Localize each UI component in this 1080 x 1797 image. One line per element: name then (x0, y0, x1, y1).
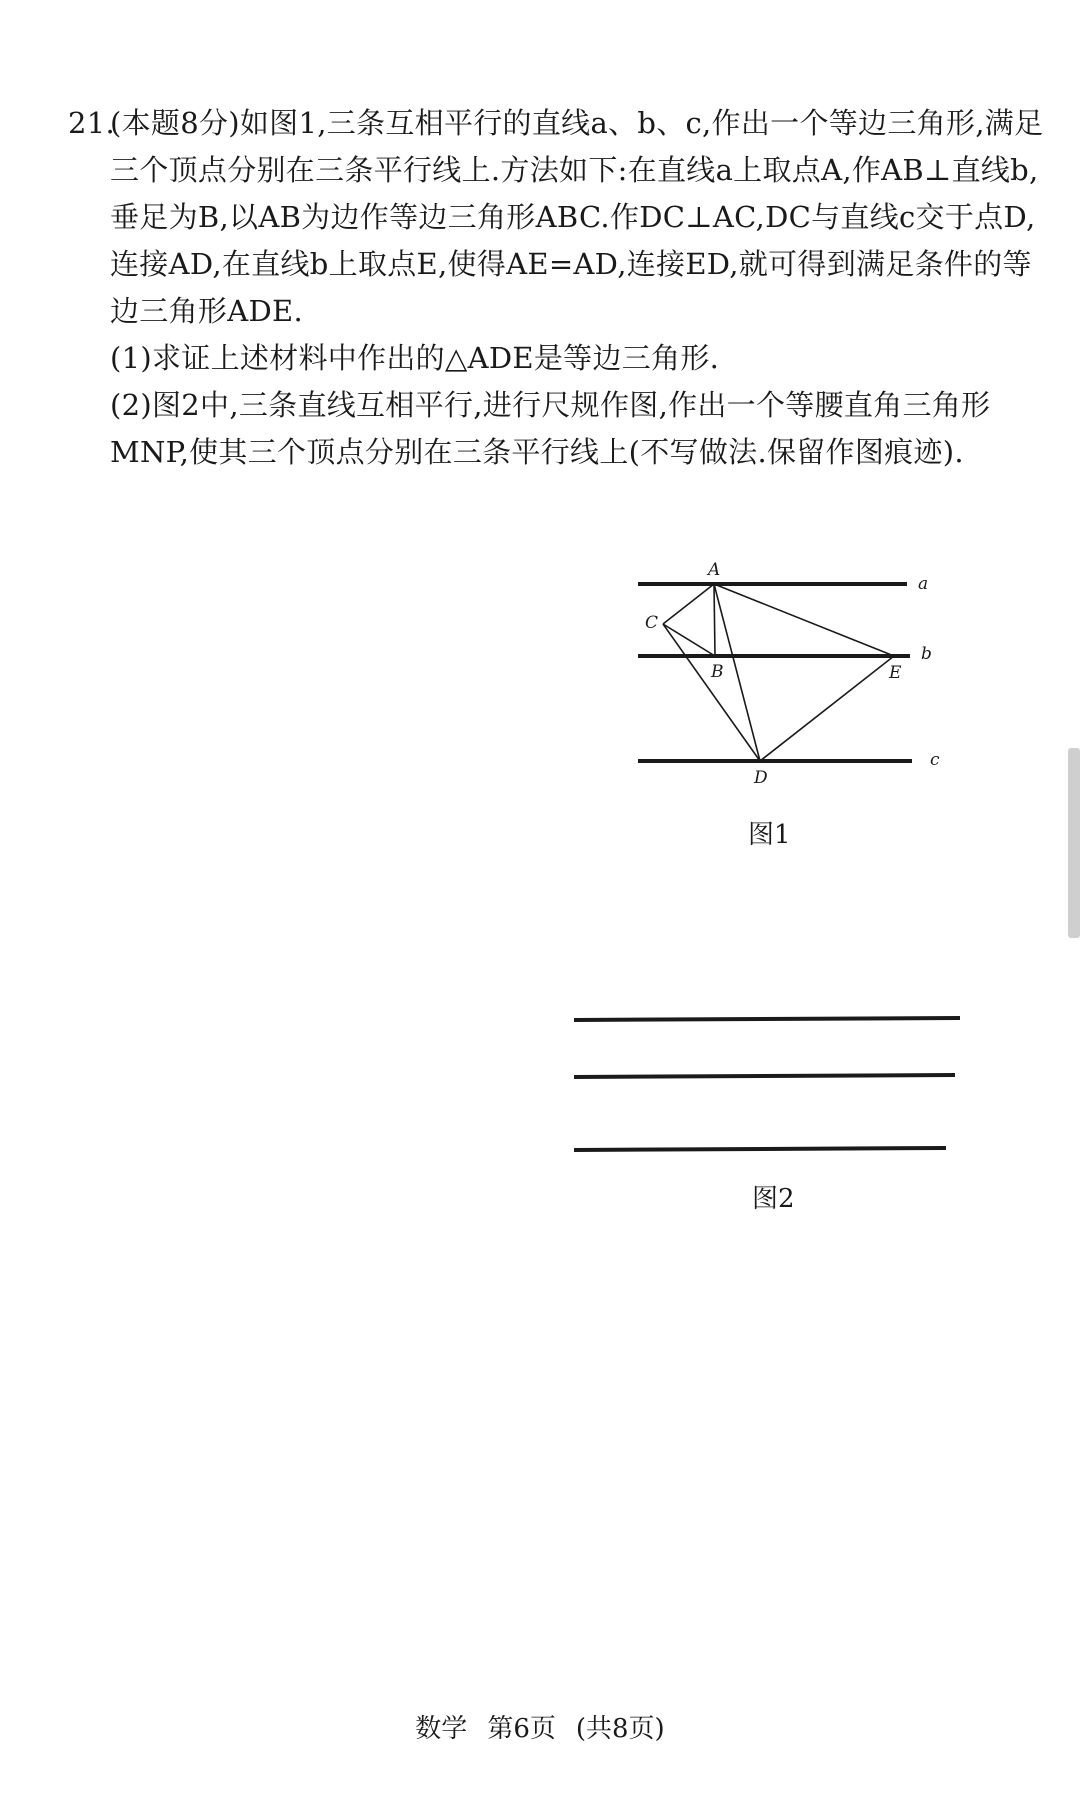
page-footer (0, 1708, 1080, 1745)
problem-line-5: 边三角形ADE. (110, 294, 303, 328)
problem-number: 21. (68, 106, 116, 140)
label-line-b: b (921, 644, 932, 664)
problem-line-3: 垂足为B,以AB为边作等边三角形ABC.作DC⊥AC,DC与直线c交于点D, (110, 200, 1036, 234)
figure-2 (570, 1010, 970, 1160)
parallel-line-1 (574, 1018, 960, 1020)
part-1: (1)求证上述材料中作出的△ADE是等边三角形. (110, 341, 720, 375)
parallel-line-2 (574, 1075, 955, 1077)
scrollbar-thumb[interactable] (1068, 748, 1080, 938)
segment-AE (714, 584, 894, 656)
figure-2-caption: 图2 (752, 1184, 795, 1214)
problem-text: (本题8分)如图1,三条互相平行的直线a、b、c,作出一个等边三角形,满足 (110, 106, 1044, 140)
segment-AC (663, 584, 714, 624)
parallel-line-3 (574, 1148, 946, 1150)
part-2-line-2: MNP,使其三个顶点分别在三条平行线上(不写做法.保留作图痕迹). (110, 435, 964, 469)
segment-ED (760, 656, 894, 761)
figure-1-caption: 图1 (748, 820, 791, 850)
label-B: B (711, 662, 724, 682)
figure-1 (620, 555, 950, 795)
label-D: D (754, 768, 768, 788)
label-E: E (889, 663, 902, 683)
label-line-a: a (918, 574, 929, 594)
problem-21 (68, 100, 1044, 476)
footer-total: (共8页) (575, 1714, 665, 1744)
part-2-line-1: (2)图2中,三条直线互相平行,进行尺规作图,作出一个等腰直角三角形 (110, 388, 991, 422)
segment-BC (663, 624, 715, 656)
problem-line-2: 三个顶点分别在三条平行线上.方法如下:在直线a上取点A,作AB⊥直线b, (110, 153, 1039, 187)
label-line-c: c (930, 750, 940, 770)
segment-AB (714, 584, 715, 656)
label-A: A (708, 560, 721, 580)
footer-subject: 数学 (415, 1714, 468, 1744)
label-C: C (645, 613, 659, 633)
footer-page: 第6页 (487, 1714, 556, 1744)
segment-CD (663, 624, 760, 761)
problem-line-1 (68, 100, 1044, 147)
problem-line-4: 连接AD,在直线b上取点E,使得AE=AD,连接ED,就可得到满足条件的等 (110, 247, 1032, 281)
